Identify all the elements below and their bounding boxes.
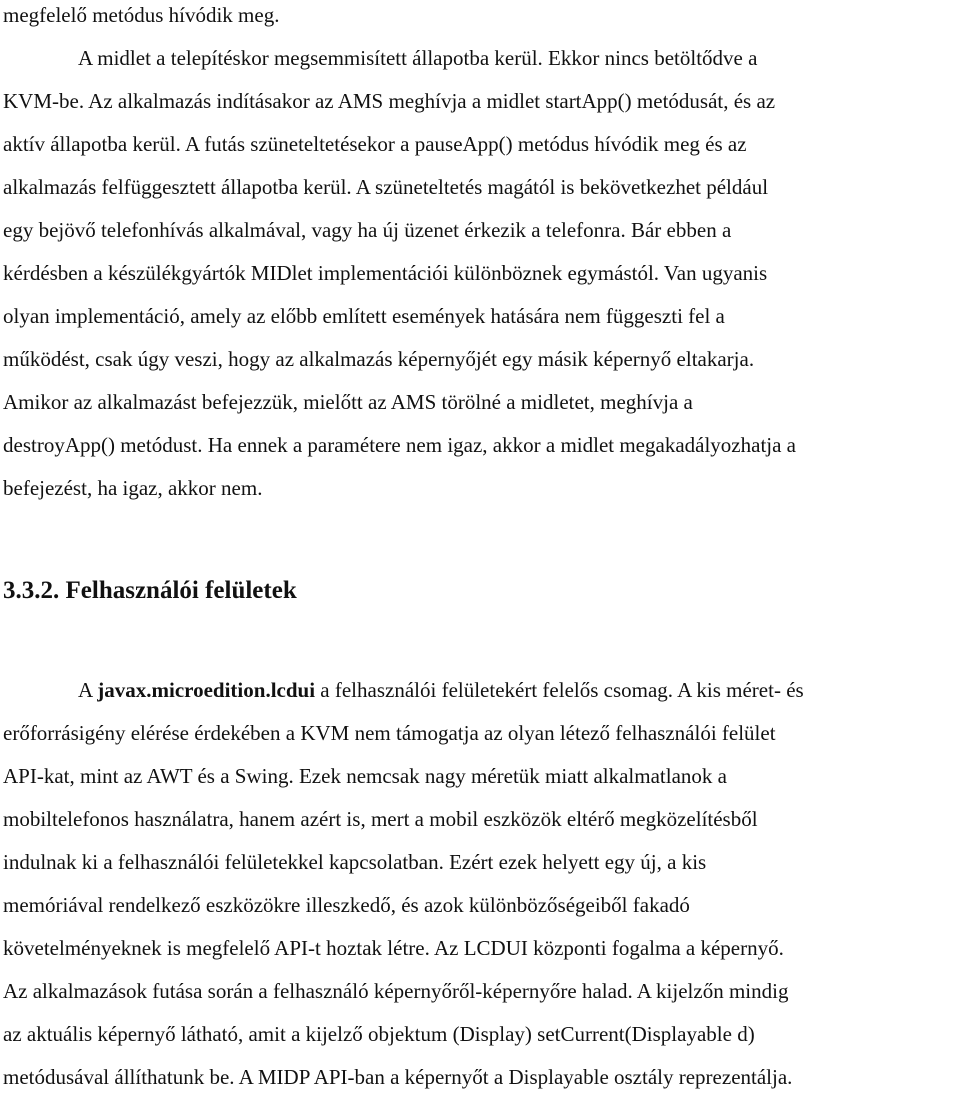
section-heading: 3.3.2. Felhasználói felületek xyxy=(3,577,297,604)
text-line: Amikor az alkalmazást befejezzük, mielőtt az AMS törölné a midletet, meghívja a xyxy=(3,390,693,414)
text-line: memóriával rendelkező eszközökre illeszkedő, és azok különbözőségeiből fakadó xyxy=(3,893,690,917)
text-line: mobiltelefonos használatra, hanem azért is, mert a mobil eszközök eltérő megközelítésből xyxy=(3,807,758,831)
text-span: A xyxy=(78,678,98,702)
text-line xyxy=(78,678,804,702)
text-line: egy bejövő telefonhívás alkalmával, vagy ha új üzenet érkezik a telefonra. Bár ebben a xyxy=(3,218,732,242)
text-line: A midlet a telepítéskor megsemmisített állapotba kerül. Ekkor nincs betöltődve a xyxy=(78,46,758,70)
text-line: az aktuális képernyő látható, amit a kijelző objektum (Display) setCurrent(Displayable d) xyxy=(3,1022,755,1046)
text-line: befejezést, ha igaz, akkor nem. xyxy=(3,476,263,500)
text-line: Az alkalmazások futása során a felhasználó képernyőről-képernyőre halad. A kijelzőn mindig xyxy=(3,979,789,1003)
text-line: aktív állapotba kerül. A futás szüneteltetésekor a pauseApp() metódus hívódik meg és az xyxy=(3,132,747,156)
text-line: olyan implementáció, amely az előbb említett események hatására nem függeszti fel a xyxy=(3,304,725,328)
text-line: indulnak ki a felhasználói felületekkel kapcsolatban. Ezért ezek helyett egy új, a kis xyxy=(3,850,707,874)
text-line: destroyApp() metódust. Ha ennek a paramétere nem igaz, akkor a midlet megakadályozhatja a xyxy=(3,433,797,457)
text-line: KVM-be. Az alkalmazás indításakor az AMS meghívja a midlet startApp() metódusát, és az xyxy=(3,89,776,113)
text-line: követelményeknek is megfelelő API-t hoztak létre. Az LCDUI központi fogalma a képernyő. xyxy=(3,936,784,960)
text-line: működést, csak úgy veszi, hogy az alkalmazás képernyőjét egy másik képernyő eltakarja. xyxy=(3,347,755,371)
text-line: kérdésben a készülékgyártók MIDlet implementációi különböznek egymástól. Van ugyanis xyxy=(3,261,768,285)
text-line: megfelelő metódus hívódik meg. xyxy=(3,3,280,27)
package-name: javax.microedition.lcdui xyxy=(97,678,316,702)
text-span: a felhasználói felületekért felelős csomag. A kis méret- és xyxy=(315,678,804,702)
text-line: metódusával állíthatunk be. A MIDP API-ban a képernyőt a Displayable osztály reprezentálja. xyxy=(3,1065,793,1089)
text-line: API-kat, mint az AWT és a Swing. Ezek nemcsak nagy méretük miatt alkalmatlanok a xyxy=(3,764,727,788)
text-line: alkalmazás felfüggesztett állapotba kerül. A szüneteltetés magától is bekövetkezhet például xyxy=(3,175,769,199)
text-line: erőforrásigény elérése érdekében a KVM nem támogatja az olyan létező felhasználói felület xyxy=(3,721,776,745)
